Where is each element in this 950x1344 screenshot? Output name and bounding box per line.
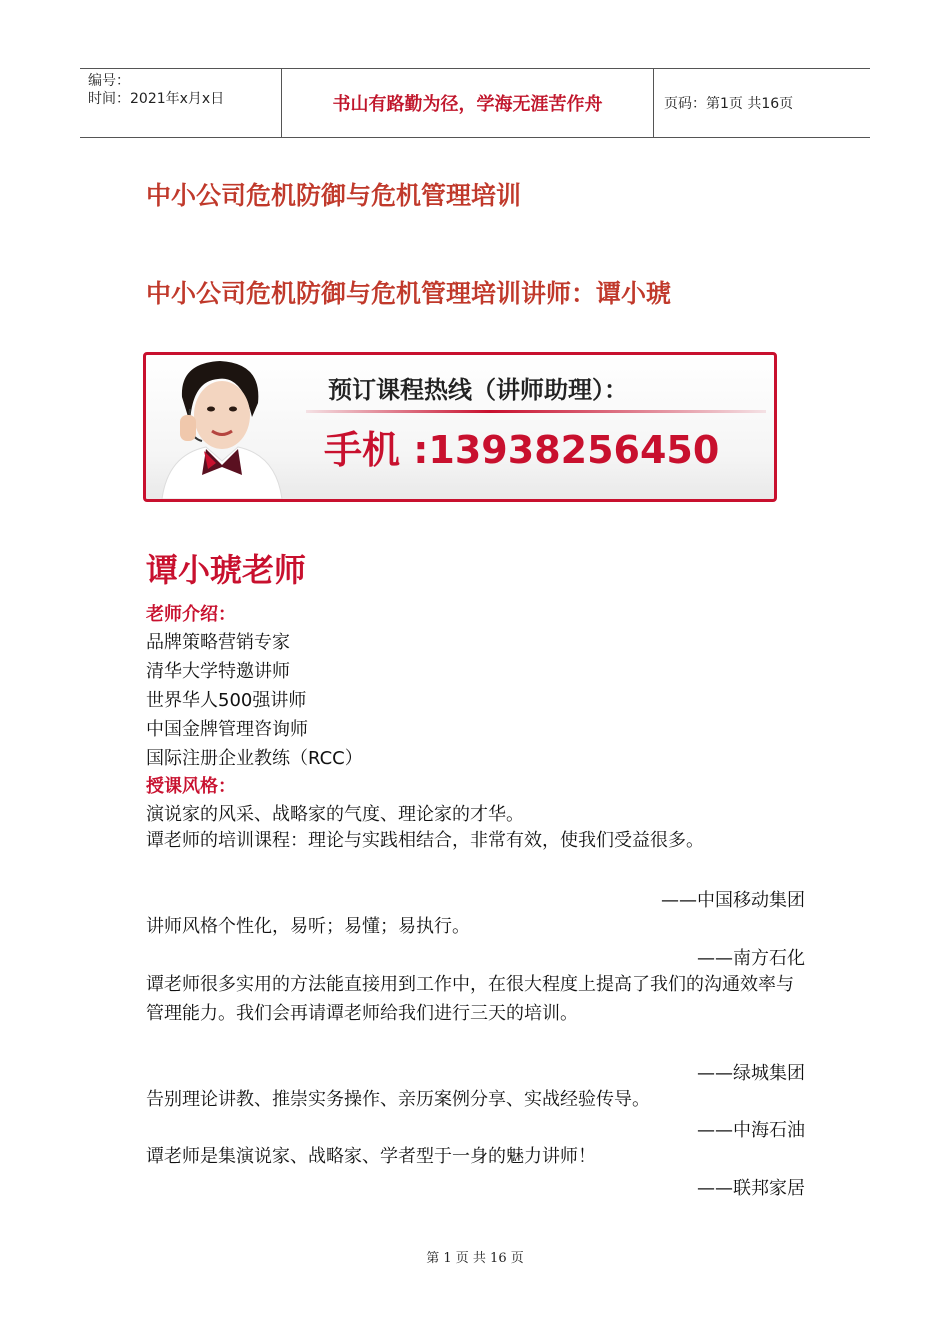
- testimonial-text: 谭老师的培训课程：理论与实践相结合，非常有效，使我们受益很多。: [146, 830, 704, 851]
- intro-item: 中国金牌管理咨询师: [146, 719, 308, 740]
- page-footer: 第 1 页 共 16 页: [426, 1251, 524, 1266]
- testimonial-text: 讲师风格个性化，易听；易懂；易执行。: [146, 916, 470, 937]
- header-table: [80, 68, 870, 138]
- headset-operator-icon: [152, 357, 292, 499]
- testimonial-source: ——中海石油: [697, 1120, 805, 1141]
- style-heading: 授课风格：: [146, 776, 236, 797]
- document-number-label: 编号：: [88, 73, 130, 89]
- style-summary: 演说家的风采、战略家的气度、理论家的才华。: [146, 804, 524, 825]
- intro-item: 世界华人500强讲师: [146, 690, 307, 711]
- document-date: 时间：2021年x月x日: [88, 91, 225, 107]
- booking-hotline-label: 预订课程热线（讲师助理）：: [328, 376, 628, 404]
- intro-item: 清华大学特邀讲师: [146, 661, 290, 682]
- testimonial-source: ——联邦家居: [697, 1178, 805, 1199]
- booking-banner: [143, 352, 777, 502]
- document-subtitle: 中小公司危机防御与危机管理培训讲师：谭小琥: [146, 279, 672, 308]
- document-title: 中小公司危机防御与危机管理培训: [146, 181, 522, 210]
- intro-item: 品牌策略营销专家: [146, 632, 290, 653]
- testimonial-text: 谭老师是集演说家、战略家、学者型于一身的魅力讲师！: [146, 1146, 596, 1167]
- testimonial-text: 谭老师很多实用的方法能直接用到工作中，在很大程度上提高了我们的沟通效率与管理能力。我们会再请谭老师给我们进行三天的培训。: [146, 974, 794, 1024]
- testimonial-source: ——中国移动集团: [661, 890, 805, 911]
- intro-heading: 老师介绍：: [146, 604, 236, 625]
- testimonial-text: 告别理论讲教、推崇实务操作、亲历案例分享、实战经验传导。: [146, 1089, 650, 1110]
- testimonial-source: ——南方石化: [697, 948, 805, 969]
- header-page-info: 页码：第1页 共16页: [664, 96, 794, 112]
- header-motto: 书山有路勤为径，学海无涯苦作舟: [281, 69, 654, 137]
- intro-item: 国际注册企业教练（RCC）: [146, 748, 363, 769]
- banner-divider: [306, 410, 766, 413]
- teacher-name-heading: 谭小琥老师: [146, 551, 307, 589]
- header-meta: [80, 69, 281, 137]
- booking-phone-number: 手机 :13938256450: [324, 428, 720, 472]
- testimonial-source: ——绿城集团: [697, 1063, 805, 1084]
